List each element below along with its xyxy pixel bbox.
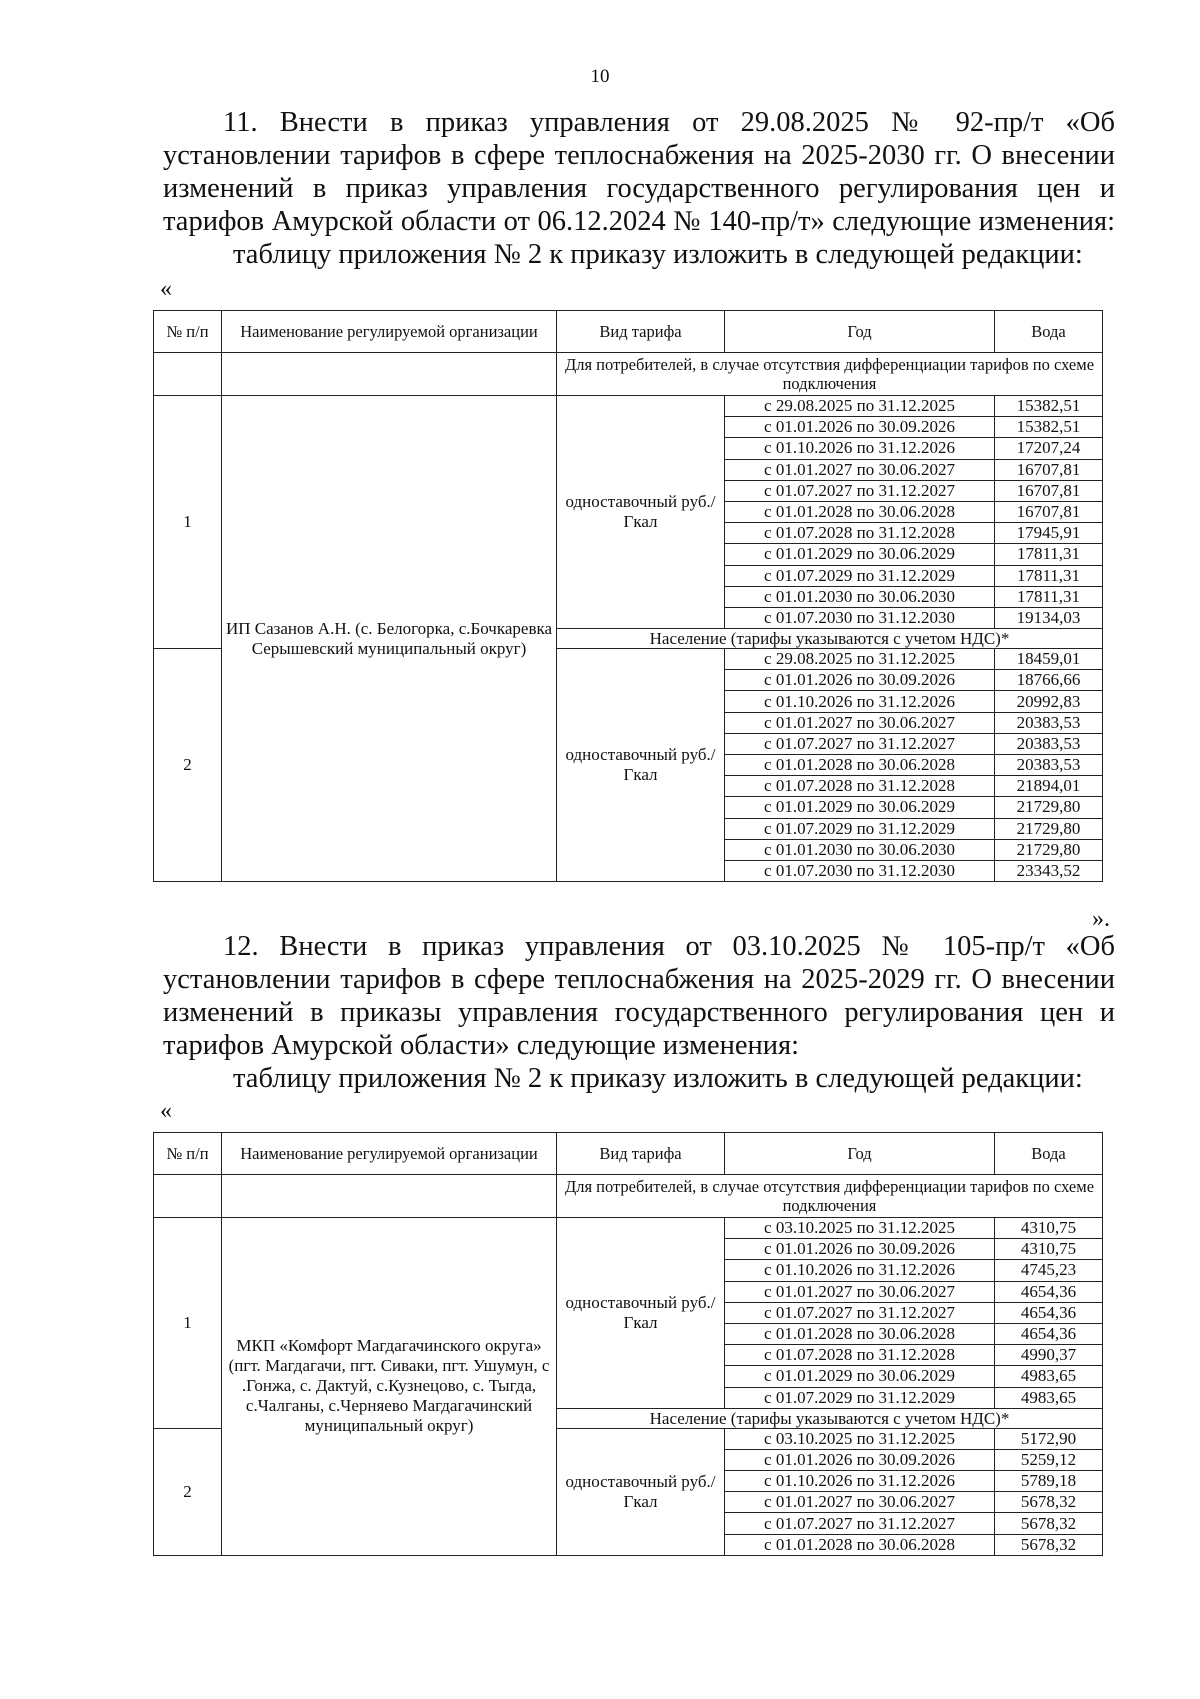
table-row — [154, 396, 1103, 417]
period: с 03.10.2025 по 31.12.2025 — [725, 1428, 995, 1449]
empty-cell — [222, 1175, 557, 1218]
water-value: 4990,37 — [995, 1345, 1103, 1366]
empty-cell — [154, 1175, 222, 1218]
water-value: 18459,01 — [995, 649, 1103, 670]
header-organization: Наименование регулируемой организации — [222, 311, 557, 353]
empty-cell — [154, 353, 222, 396]
header-water: Вода — [995, 1133, 1103, 1175]
paragraph-line: тарифов Амурской области» следующие изменения: — [163, 1030, 800, 1061]
period: с 01.01.2028 по 30.06.2028 — [725, 1534, 995, 1555]
period: с 01.01.2026 по 30.09.2026 — [725, 670, 995, 691]
tariff-type: одноставочный руб./Гкал — [557, 1218, 725, 1409]
period: с 01.07.2027 по 31.12.2027 — [725, 1302, 995, 1323]
tariff-table-12 — [153, 1132, 1103, 1556]
period: с 01.07.2030 по 31.12.2030 — [725, 607, 995, 628]
water-value: 17811,31 — [995, 544, 1103, 565]
period: с 01.01.2028 по 30.06.2028 — [725, 755, 995, 776]
water-value: 5678,32 — [995, 1492, 1103, 1513]
water-value: 4654,36 — [995, 1302, 1103, 1323]
header-organization: Наименование регулируемой организации — [222, 1133, 557, 1175]
paragraph-line: установлении тарифов в сфере теплоснабжения на 2025-2029 гг. О внесении — [163, 964, 1115, 995]
water-value: 19134,03 — [995, 607, 1103, 628]
table-header-row — [154, 1133, 1103, 1175]
period: с 01.01.2026 по 30.09.2026 — [725, 417, 995, 438]
period: с 01.07.2027 по 31.12.2027 — [725, 1513, 995, 1534]
tariff-type: одноставочный руб./Гкал — [557, 1428, 725, 1555]
period: с 01.07.2030 по 31.12.2030 — [725, 860, 995, 881]
period: с 01.10.2026 по 31.12.2026 — [725, 438, 995, 459]
water-value: 17207,24 — [995, 438, 1103, 459]
period: с 01.10.2026 по 31.12.2026 — [725, 691, 995, 712]
water-value: 15382,51 — [995, 396, 1103, 417]
period: с 01.07.2028 по 31.12.2028 — [725, 1345, 995, 1366]
period: с 01.07.2029 по 31.12.2029 — [725, 1387, 995, 1408]
open-quote: « — [160, 276, 172, 302]
period: с 01.07.2027 по 31.12.2027 — [725, 733, 995, 754]
water-value: 4310,75 — [995, 1239, 1103, 1260]
header-tariff-type: Вид тарифа — [557, 311, 725, 353]
paragraph-line: изменений в приказы управления государственного регулирования цен и — [163, 997, 1115, 1028]
water-value: 15382,51 — [995, 417, 1103, 438]
paragraph-line: 12. Внести в приказ управления от 03.10.2025 № 105-пр/т «Об — [223, 931, 1115, 962]
period: с 01.01.2027 по 30.06.2027 — [725, 1492, 995, 1513]
header-tariff-type: Вид тарифа — [557, 1133, 725, 1175]
period: с 03.10.2025 по 31.12.2025 — [725, 1218, 995, 1239]
water-value: 5678,32 — [995, 1513, 1103, 1534]
period: с 01.10.2026 по 31.12.2026 — [725, 1471, 995, 1492]
water-value: 4983,65 — [995, 1387, 1103, 1408]
period: с 01.01.2030 по 30.06.2030 — [725, 839, 995, 860]
paragraph-line: изменений в приказ управления государственного регулирования цен и — [163, 173, 1115, 204]
tariff-type: одноставочный руб./Гкал — [557, 649, 725, 882]
page-number: 10 — [590, 66, 610, 87]
paragraph-line: тарифов Амурской области от 06.12.2024 № 140-пр/т» следующие изменения: — [163, 206, 1115, 237]
header-year: Год — [725, 311, 995, 353]
row-number: 2 — [154, 649, 222, 882]
water-value: 5678,32 — [995, 1534, 1103, 1555]
organization-name: МКП «Комфорт Магдагачинского округа» (пгт. Магдагачи, пгт. Сиваки, пгт. Ушумун, с .Гонжа, с. Дактуй, с.Кузнецово, с. Тыгда, с.Чалганы, с.Черняево Магдагачинский муниципальный округ) — [222, 1218, 557, 1556]
group-consumers: Для потребителей, в случае отсутствия дифференциации тарифов по схеме подключения — [557, 1175, 1103, 1218]
row-number: 1 — [154, 396, 222, 649]
period: с 01.01.2027 по 30.06.2027 — [725, 459, 995, 480]
period: с 01.01.2029 по 30.06.2029 — [725, 797, 995, 818]
period: с 29.08.2025 по 31.12.2025 — [725, 649, 995, 670]
header-year: Год — [725, 1133, 995, 1175]
water-value: 23343,52 — [995, 860, 1103, 881]
paragraph-line: таблицу приложения № 2 к приказу изложить в следующей редакции: — [233, 239, 1083, 270]
water-value: 20383,53 — [995, 712, 1103, 733]
period: с 01.07.2029 по 31.12.2029 — [725, 565, 995, 586]
water-value: 4654,36 — [995, 1281, 1103, 1302]
period: с 01.07.2027 по 31.12.2027 — [725, 480, 995, 501]
water-value: 21894,01 — [995, 776, 1103, 797]
paragraph-line: 11. Внести в приказ управления от 29.08.2025 № 92-пр/т «Об — [223, 107, 1115, 138]
tariff-table-11 — [153, 310, 1103, 882]
open-quote: « — [160, 1098, 172, 1124]
water-value: 21729,80 — [995, 839, 1103, 860]
period: с 01.01.2029 по 30.06.2029 — [725, 1366, 995, 1387]
water-value: 4654,36 — [995, 1323, 1103, 1344]
water-value: 20383,53 — [995, 733, 1103, 754]
period: с 01.07.2028 по 31.12.2028 — [725, 776, 995, 797]
header-num: № п/п — [154, 311, 222, 353]
water-value: 5172,90 — [995, 1428, 1103, 1449]
period: с 01.01.2026 по 30.09.2026 — [725, 1239, 995, 1260]
water-value: 21729,80 — [995, 797, 1103, 818]
header-num: № п/п — [154, 1133, 222, 1175]
section-12-paragraph — [163, 930, 1115, 1095]
water-value: 5789,18 — [995, 1471, 1103, 1492]
period: с 29.08.2025 по 31.12.2025 — [725, 396, 995, 417]
water-value: 4983,65 — [995, 1366, 1103, 1387]
group-population: Население (тарифы указываются с учетом НДС)* — [557, 629, 1103, 649]
water-value: 4745,23 — [995, 1260, 1103, 1281]
row-number: 1 — [154, 1218, 222, 1429]
period: с 01.01.2029 по 30.06.2029 — [725, 544, 995, 565]
period: с 01.01.2027 по 30.06.2027 — [725, 712, 995, 733]
water-value: 20992,83 — [995, 691, 1103, 712]
header-water: Вода — [995, 311, 1103, 353]
paragraph-line: установлении тарифов в сфере теплоснабжения на 2025-2030 гг. О внесении — [163, 140, 1115, 171]
row-number: 2 — [154, 1428, 222, 1555]
table-header-row — [154, 311, 1103, 353]
section-11-paragraph — [163, 106, 1115, 271]
water-value: 4310,75 — [995, 1218, 1103, 1239]
water-value: 17811,31 — [995, 586, 1103, 607]
water-value: 17811,31 — [995, 565, 1103, 586]
close-quote: ». — [1092, 906, 1110, 932]
period: с 01.01.2028 по 30.06.2028 — [725, 1323, 995, 1344]
water-value: 20383,53 — [995, 755, 1103, 776]
tariff-type: одноставочный руб./Гкал — [557, 396, 725, 629]
period: с 01.01.2030 по 30.06.2030 — [725, 586, 995, 607]
period: с 01.01.2027 по 30.06.2027 — [725, 1281, 995, 1302]
organization-name: ИП Сазанов А.Н. (с. Белогорка, с.Бочкаревка Серышевский муниципальный округ) — [222, 396, 557, 882]
water-value: 5259,12 — [995, 1449, 1103, 1470]
water-value: 16707,81 — [995, 501, 1103, 522]
period: с 01.01.2026 по 30.09.2026 — [725, 1449, 995, 1470]
water-value: 21729,80 — [995, 818, 1103, 839]
period: с 01.07.2028 по 31.12.2028 — [725, 523, 995, 544]
period: с 01.01.2028 по 30.06.2028 — [725, 501, 995, 522]
group-population: Население (тарифы указываются с учетом НДС)* — [557, 1408, 1103, 1428]
water-value: 17945,91 — [995, 523, 1103, 544]
table-row — [154, 1218, 1103, 1239]
empty-cell — [222, 353, 557, 396]
group-consumers: Для потребителей, в случае отсутствия дифференциации тарифов по схеме подключения — [557, 353, 1103, 396]
period: с 01.07.2029 по 31.12.2029 — [725, 818, 995, 839]
paragraph-line: таблицу приложения № 2 к приказу изложить в следующей редакции: — [233, 1063, 1083, 1094]
water-value: 18766,66 — [995, 670, 1103, 691]
water-value: 16707,81 — [995, 459, 1103, 480]
period: с 01.10.2026 по 31.12.2026 — [725, 1260, 995, 1281]
water-value: 16707,81 — [995, 480, 1103, 501]
